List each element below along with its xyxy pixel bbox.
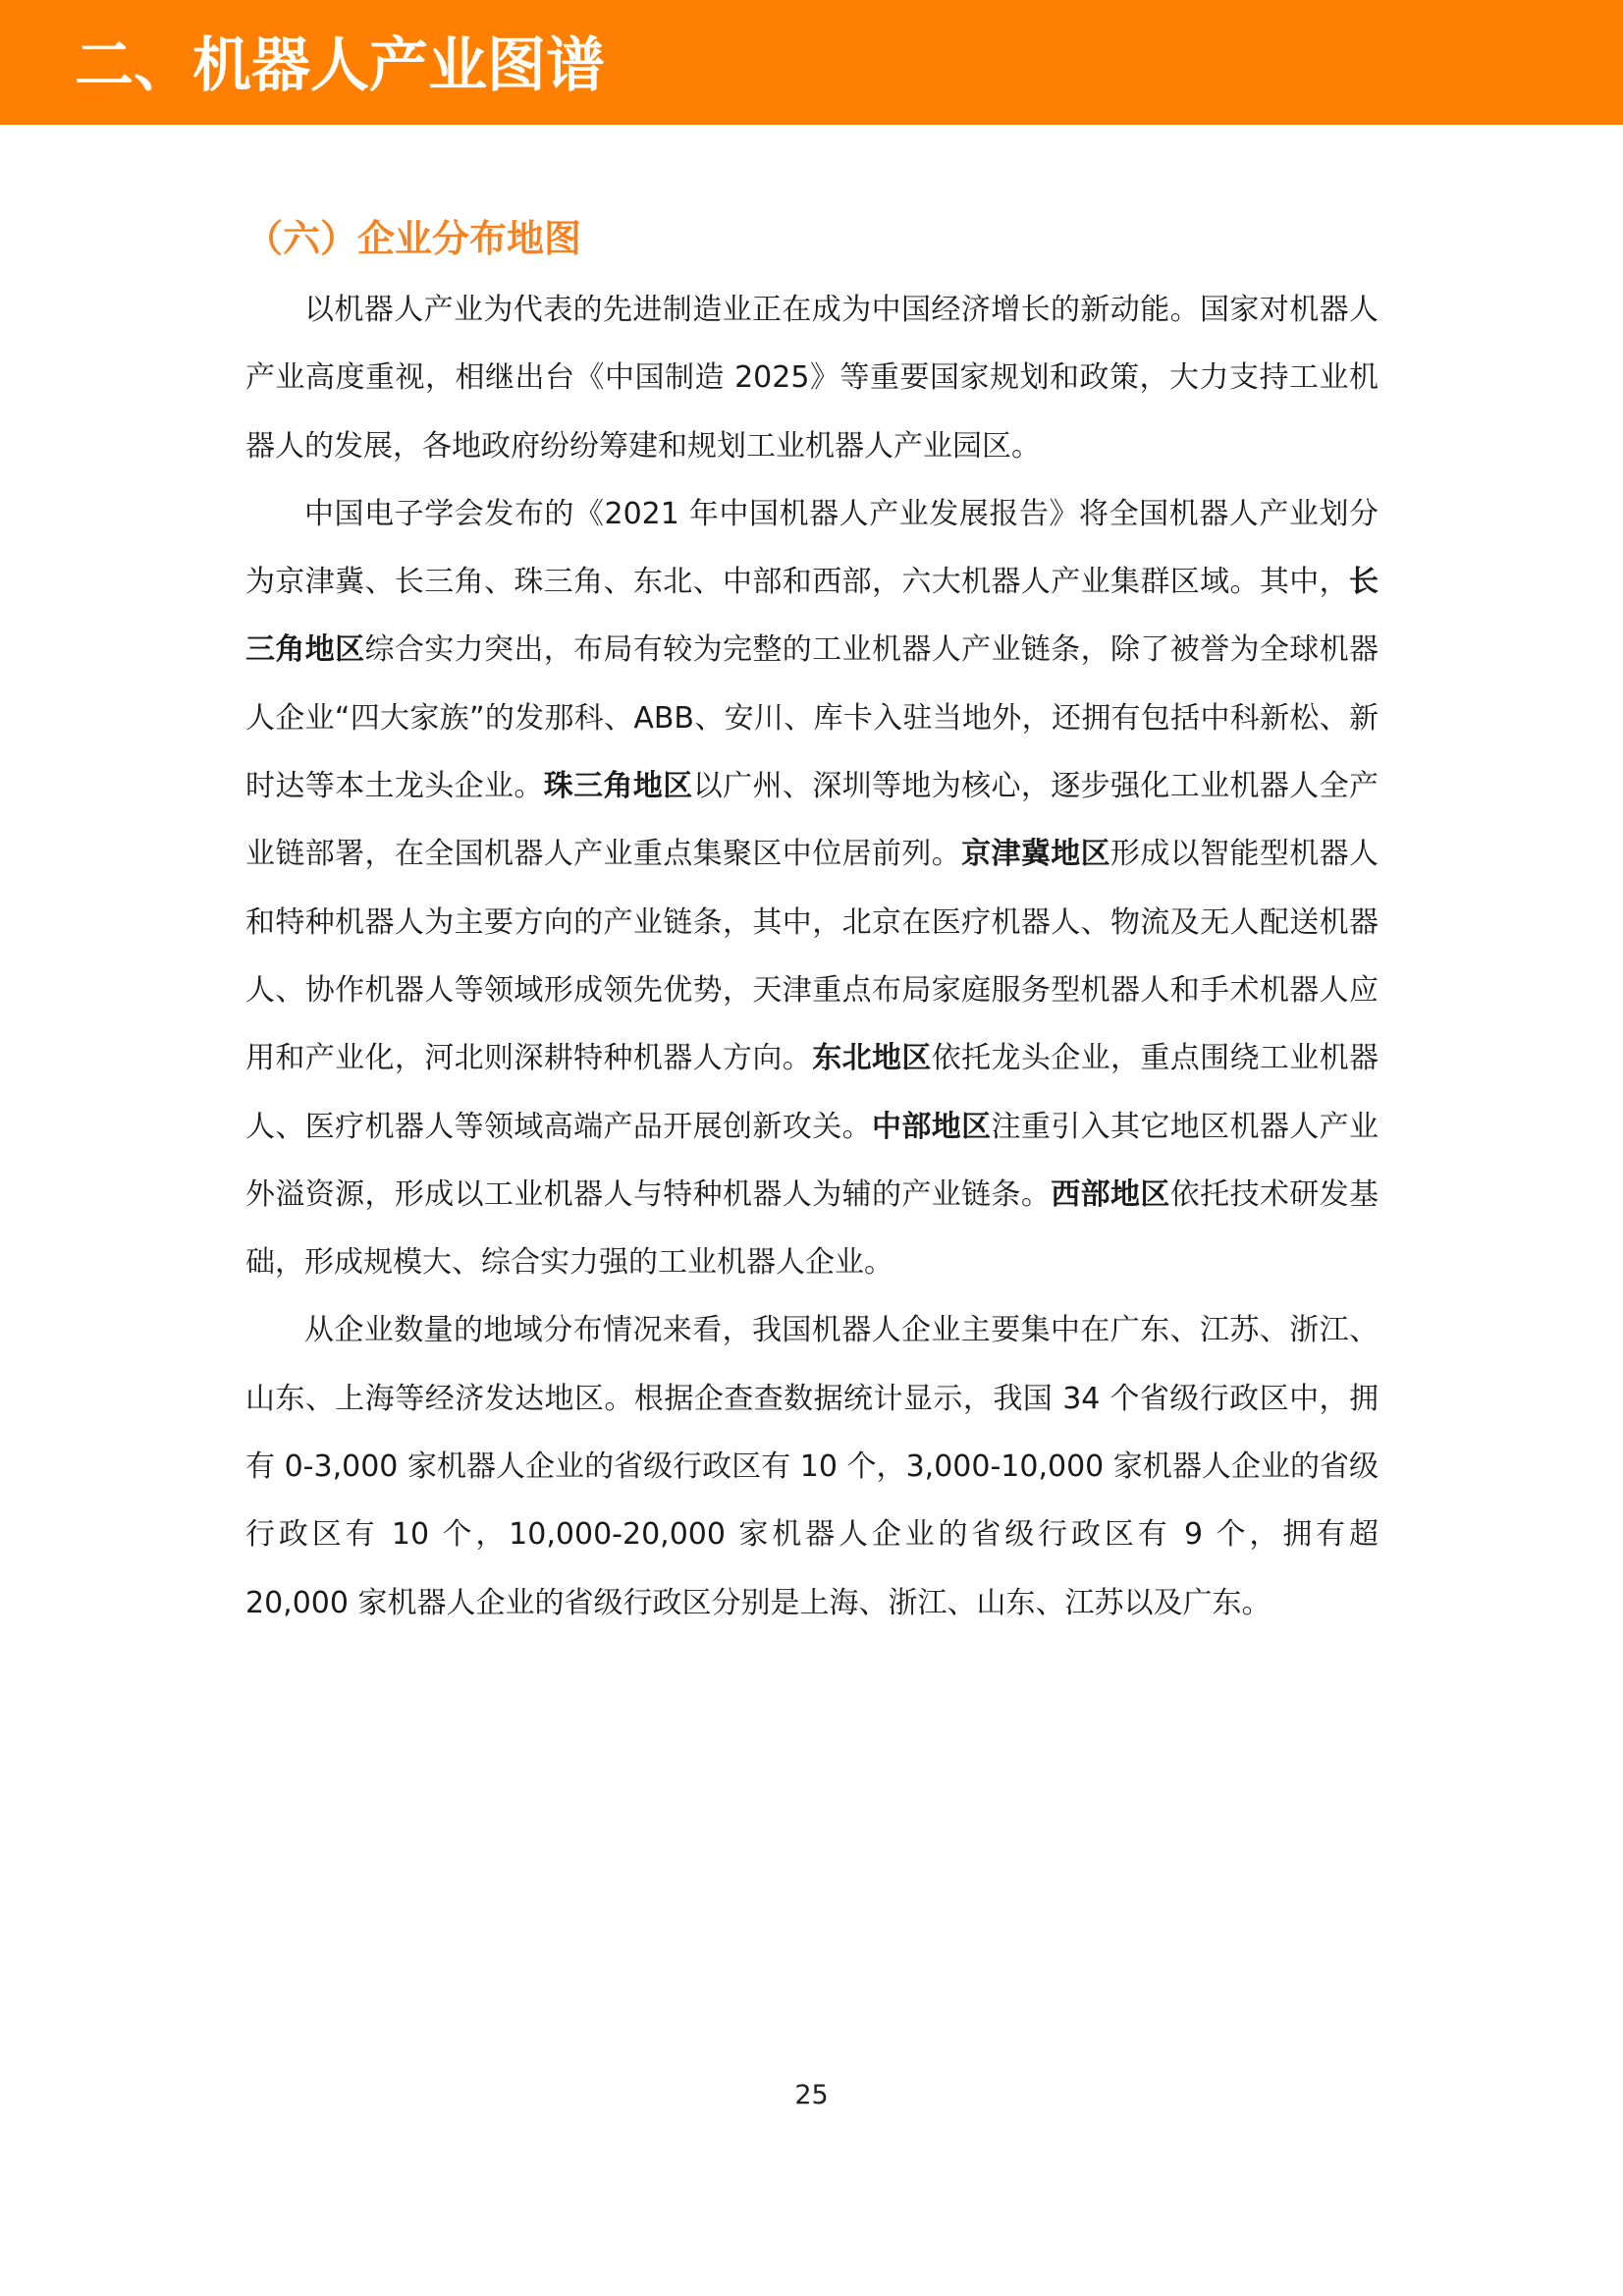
region-highlight-jingjinji: 京津冀地区 — [961, 837, 1110, 872]
chapter-header-bar — [0, 0, 1623, 125]
body-paragraph-3 — [245, 1296, 1379, 1636]
paragraph-text: 中国电子学会发布的《2021 年中国机器人产业发展报告》将全国机器人产业划分为京津冀、长三角、珠三角、东北、中部和西部，六大机器人产业集群区域。其中， — [245, 496, 1379, 600]
paragraph-text: 从企业数量的地域分布情况来看，我国机器人企业主要集中在广东、江苏、浙江、山东、上海等经济发达地区。根据企查查数据统计显示，我国 34 个省级行政区中，拥有 0-3,000 家机器人企业的省级行政区有 10 个，3,000-10,000 家机器人企业的省级行政区有 10 个，10,000-20,000 家机器人企业的省级行政区有 9 个，拥有超 20,000 家机器人企业的省级行政区分别是上海、浙江、山东、江苏以及广东。 — [245, 1313, 1379, 1620]
paragraph-text: 以机器人产业为代表的先进制造业正在成为中国经济增长的新动能。国家对机器人产业高度重视，相继出台《中国制造 2025》等重要国家规划和政策，大力支持工业机器人的发展，各地政府纷纷筹建和规划工业机器人产业园区。 — [245, 293, 1379, 464]
body-paragraph-1 — [245, 276, 1379, 480]
region-highlight-pearl-delta: 珠三角地区 — [543, 769, 693, 804]
paragraph-text: 依托龙头企业，重点围绕工业机器人、医疗机器人等领域高端产品开展创新攻关。 — [245, 1041, 1380, 1144]
region-highlight-yangtze-delta: 长三角地区 — [245, 565, 1379, 668]
region-highlight-northeast: 东北地区 — [812, 1041, 932, 1076]
paragraph-text: 以广州、深圳等地为核心，逐步强化工业机器人全产业链部署，在全国机器人产业重点集聚区中位居前列。 — [245, 769, 1380, 872]
paragraph-text: 注重引入其它地区机器人产业外溢资源，形成以工业机器人与特种机器人为辅的产业链条。 — [245, 1109, 1380, 1212]
region-highlight-central: 中部地区 — [871, 1109, 992, 1144]
region-highlight-western: 西部地区 — [1051, 1176, 1170, 1212]
chapter-title: 二、机器人产业图谱 — [75, 31, 605, 100]
page-number: 25 — [794, 2080, 829, 2110]
paragraph-text: 形成以智能型机器人和特种机器人为主要方向的产业链条，其中，北京在医疗机器人、物流及无人配送机器人、协作机器人等领域形成领先优势，天津重点布局家庭服务型机器人和手术机器人应用和产业化，河北则深耕特种机器人方向。 — [245, 837, 1380, 1076]
body-text — [245, 276, 1379, 1637]
section-heading: （六）企业分布地图 — [245, 217, 582, 260]
paragraph-text: 综合实力突出，布局有较为完整的工业机器人产业链条，除了被誉为全球机器人企业“四大家族”的发那科、ABB、安川、库卡入驻当地外，还拥有包括中科新松、新时达等本土龙头企业。 — [245, 632, 1380, 804]
body-paragraph-2 — [245, 480, 1379, 1297]
paragraph-text: 依托技术研发基础，形成规模大、综合实力强的工业机器人企业。 — [245, 1176, 1380, 1281]
